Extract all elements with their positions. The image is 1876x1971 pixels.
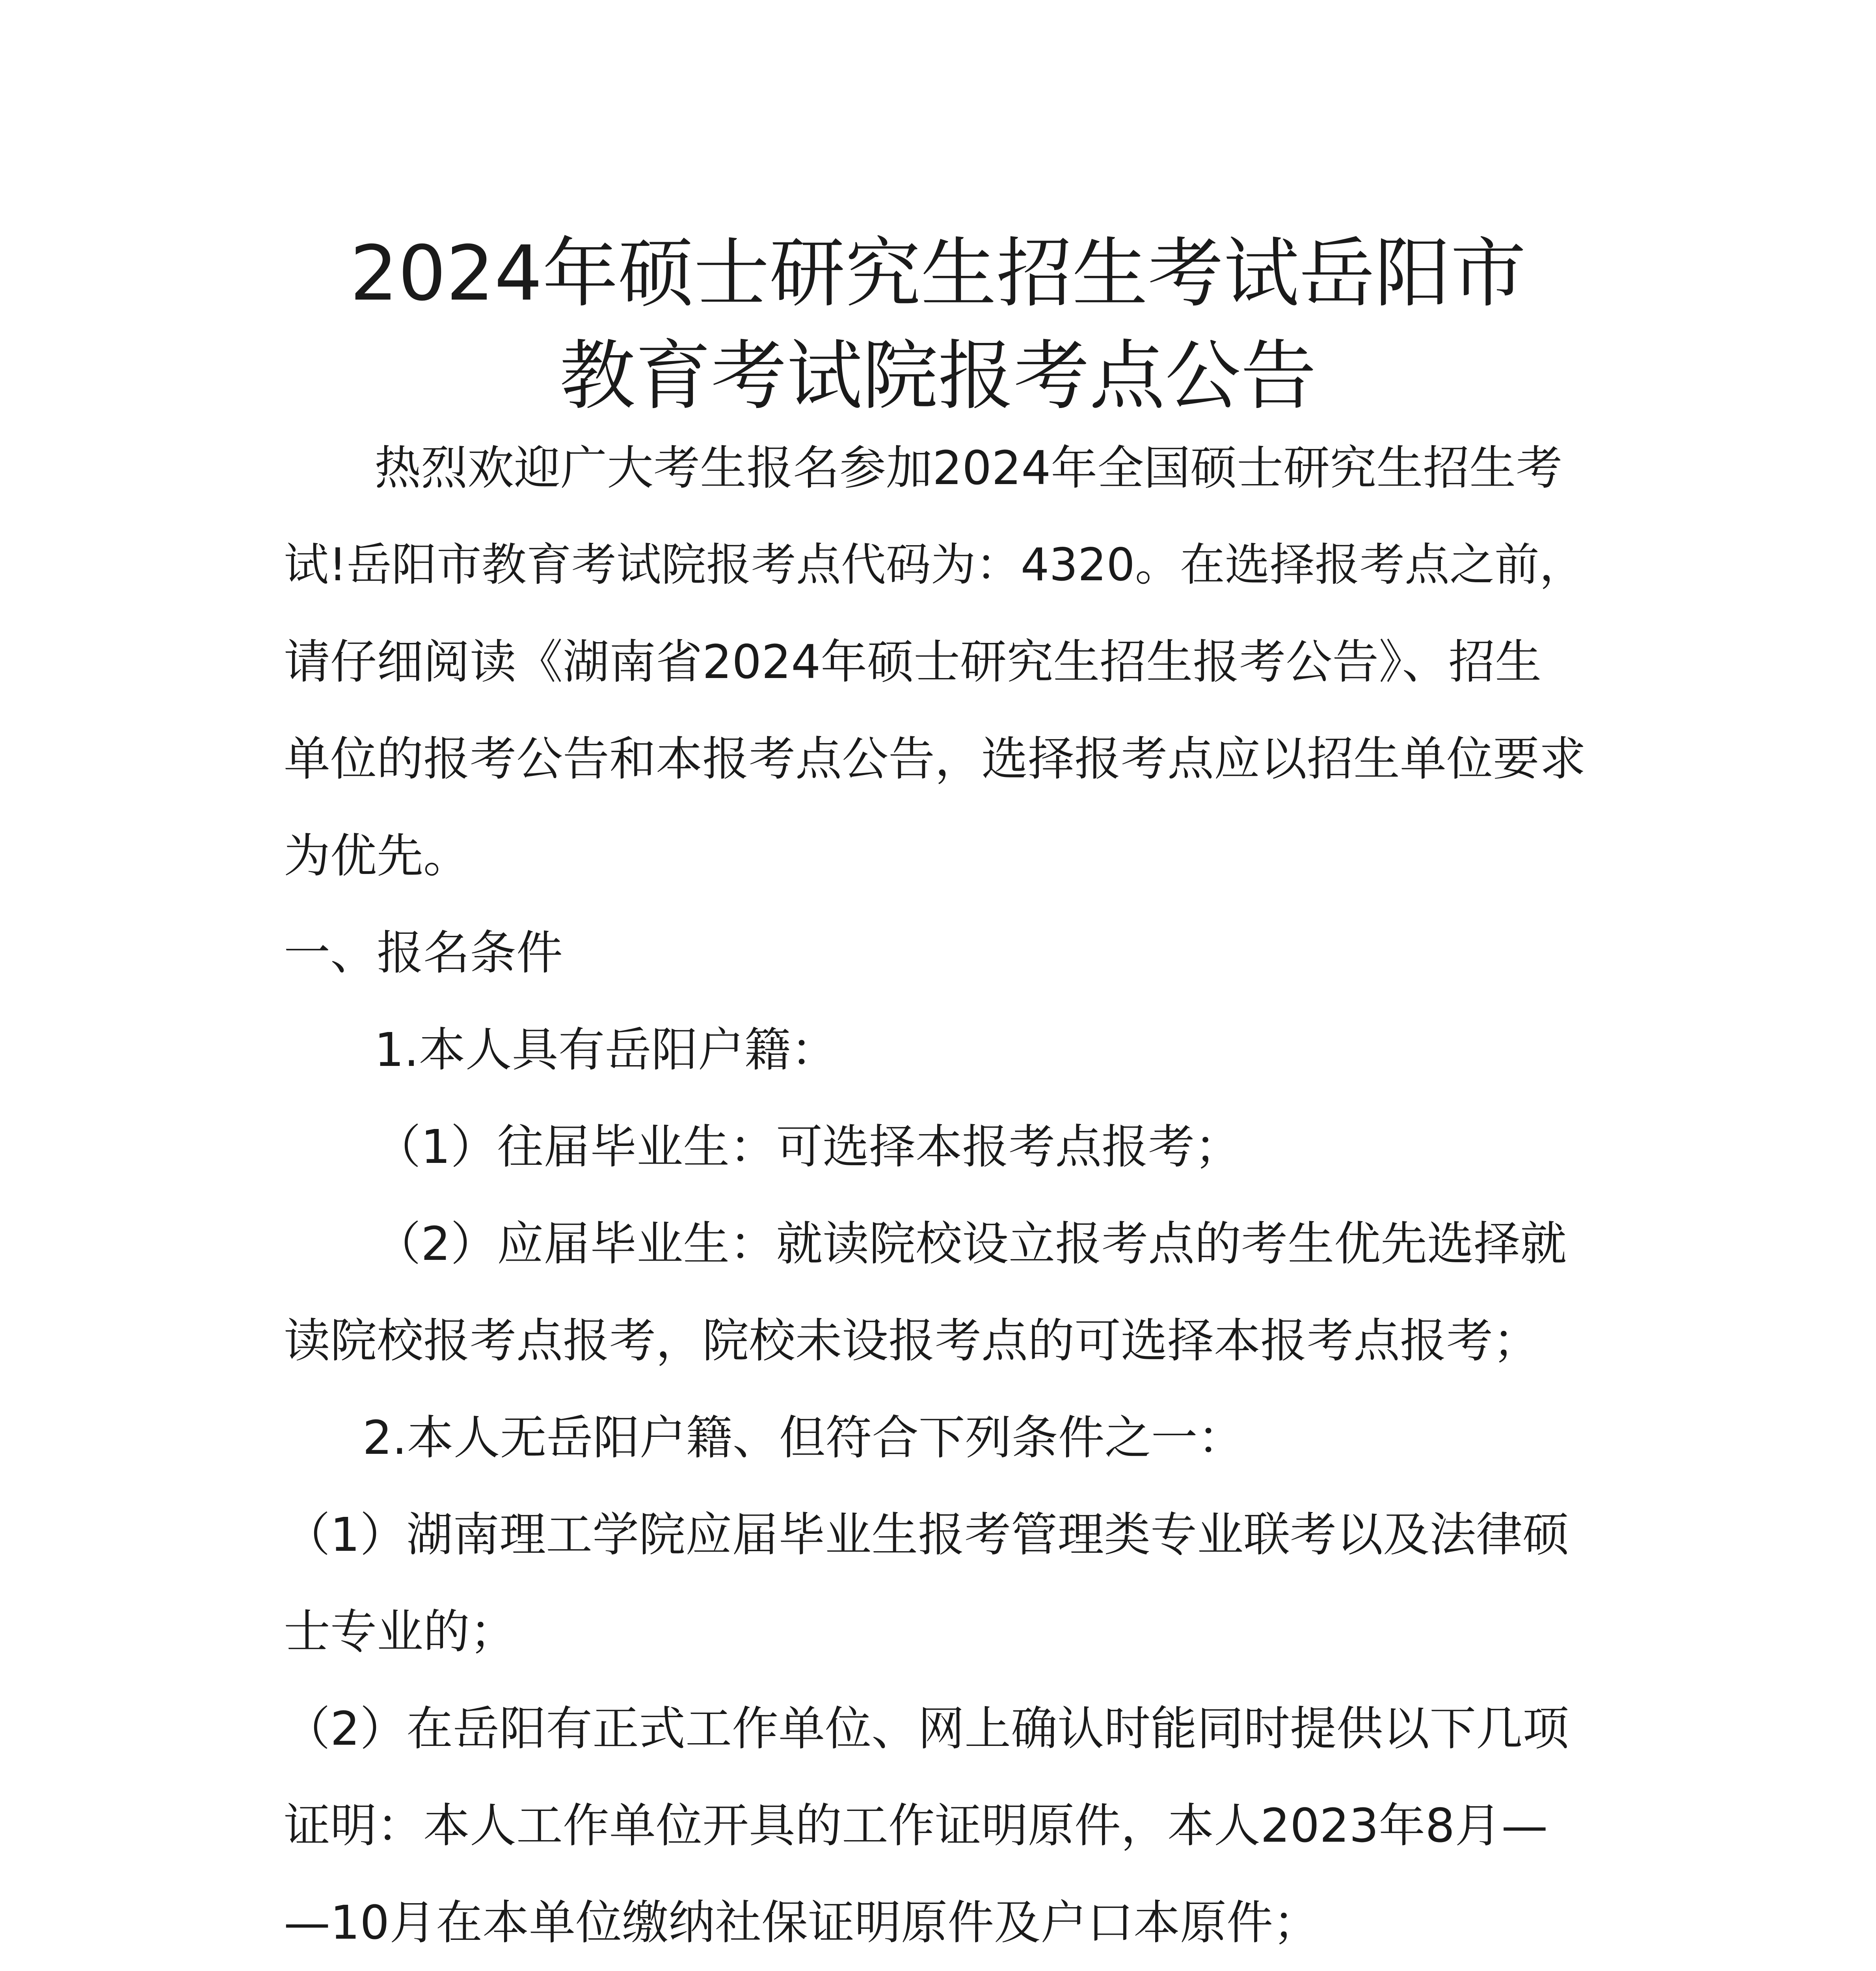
section-heading: 一、报名条件: [284, 926, 563, 980]
item-2-text: 2.本人无岳阳户籍、但符合下列条件之一：: [363, 1410, 1244, 1465]
item-1-sub-2-line-2: 读院校报考点报考，院校未设报考点的可选择本报考点报考；: [284, 1313, 1540, 1368]
condition-1-line-2: 士专业的；: [284, 1604, 517, 1659]
intro-line-3: 请仔细阅读《湖南省2024年硕士研究生招生报考公告》、招生: [284, 635, 1542, 689]
intro-line-4: 单位的报考公告和本报考点公告，选择报考点应以招生单位要求: [284, 732, 1586, 786]
condition-2-line-3: —10月在本单位缴纳社保证明原件及户口本原件；: [284, 1895, 1320, 1950]
item-1-sub-1: （1）往届毕业生：可选择本报考点报考；: [374, 1120, 1241, 1174]
item-1-sub-2-line-1: （2）应届毕业生：就读院校设立报考点的考生优先选择就: [374, 1217, 1567, 1271]
intro-line-1: 热烈欢迎广大考生报名参加2024年全国硕士研究生招生考: [374, 441, 1563, 495]
condition-2-line-2: 证明：本人工作单位开具的工作证明原件，本人2023年8月—: [284, 1798, 1548, 1853]
intro-line-2: 试!岳阳市教育考试院报考点代码为：4320。在选择报考点之前，: [284, 538, 1584, 591]
condition-1-line-1: （1）湖南理工学院应届毕业生报考管理类专业联考以及法律硕: [284, 1507, 1569, 1562]
document-title-line-2: 教育考试院报考点公告: [560, 332, 1316, 420]
condition-2-line-1: （2）在岳阳有正式工作单位、网上确认时能同时提供以下几项: [284, 1701, 1569, 1756]
intro-line-5: 为优先。: [284, 829, 470, 883]
document-title-line-1: 2024年硕士研究生招生考试岳阳市: [350, 230, 1526, 318]
item-1-text: 1.本人具有岳阳户籍：: [374, 1023, 838, 1077]
